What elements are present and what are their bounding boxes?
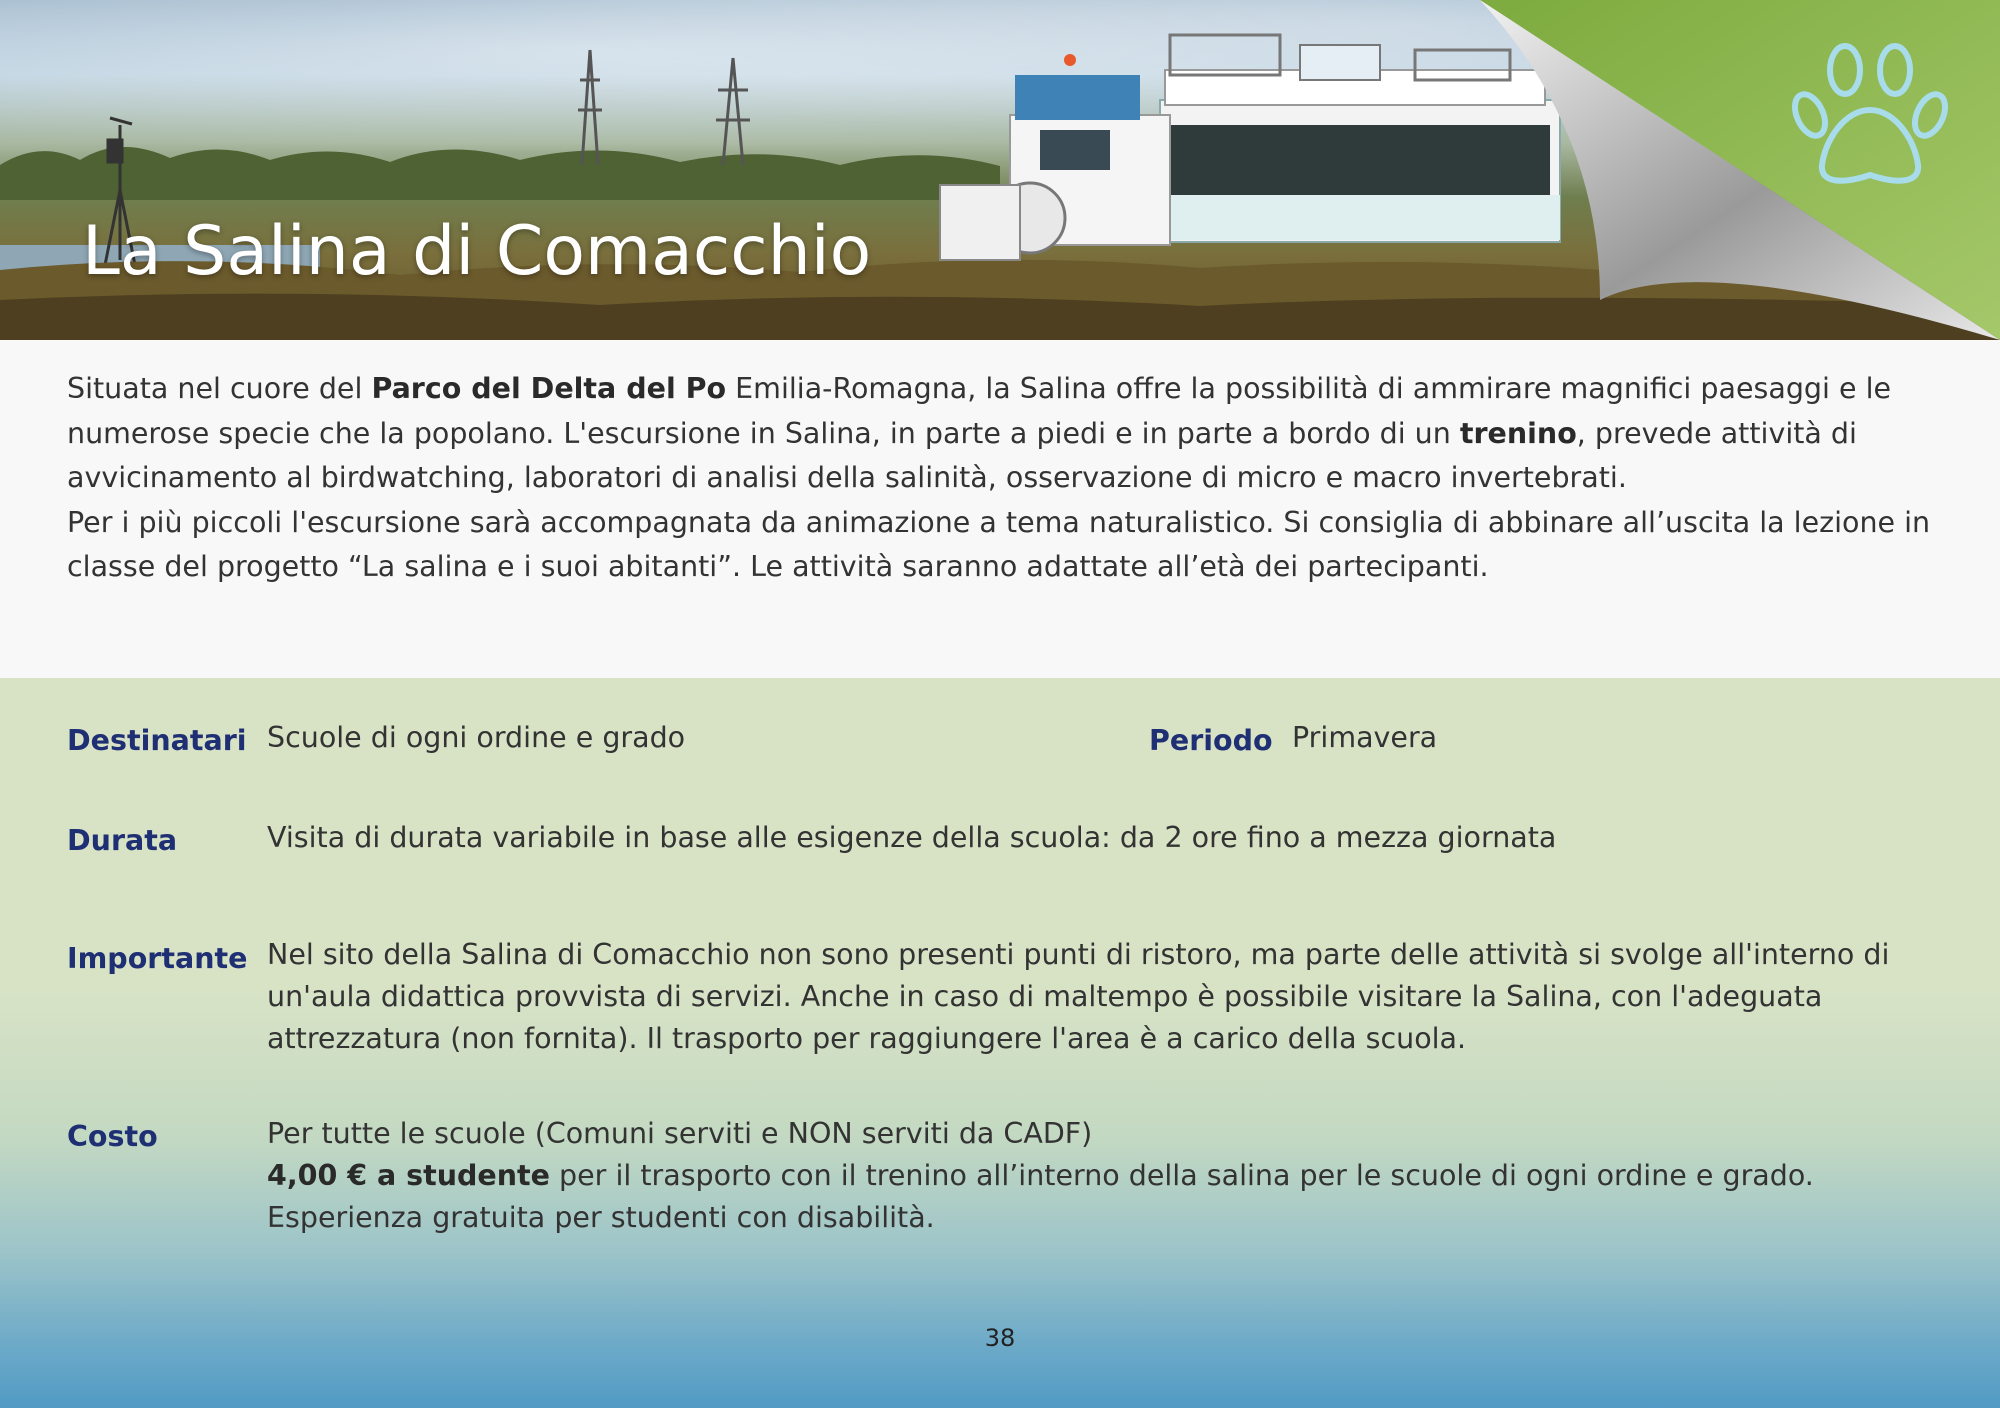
destinatari-value: Scuole di ogni ordine e grado (267, 721, 686, 754)
destinatari-label: Destinatari (67, 724, 247, 757)
intro-bold-trenino: trenino (1459, 416, 1577, 450)
trenino (940, 35, 1560, 260)
pylon-left (578, 50, 602, 165)
costo-label: Costo (67, 1120, 158, 1153)
intro-text-3: , prevede attività di avvicinamento al birdwatching, laboratori di analisi della salinità, osservazione di micro e macro invertebrati. (67, 416, 1857, 494)
tree-line (0, 147, 1000, 200)
intro-bold-park: Parco del Delta del Po (371, 372, 727, 405)
hero-banner (0, 0, 2000, 340)
durata-label: Durata (67, 824, 178, 857)
intro-text-4: Per i più piccoli l'escursione sarà accompagnata da animazione a tema naturalistico. Si consiglia di abbinare all’uscita la lezione in classe del progetto “La salina e i suoi abitanti”. Le attività saranno adattate all’età dei partecipanti. (67, 505, 1931, 583)
periodo-label: Periodo (1149, 724, 1273, 757)
intro-paragraph (67, 367, 1947, 590)
costo-line-2: per il trasporto con il trenino all’interno della salina per le scuole di ogni ordine e grado. (550, 1159, 1814, 1192)
paw-icon (1790, 40, 1950, 190)
info-section (0, 678, 2000, 1414)
costo-line-3: Esperienza gratuita per studenti con disabilità. (267, 1201, 935, 1234)
durata-value: Visita di durata variabile in base alle esigenze della scuola: da 2 ore fino a mezza giornata (267, 821, 1557, 854)
intro-text-2: Emilia-Romagna, la Salina offre la possibilità di ammirare magnifici paesaggi e le numerose specie che la popolano. L'escursione in Salina, in parte a piedi e in parte a bordo di un (67, 372, 1892, 450)
pylon-right (716, 58, 750, 165)
bottom-strip (0, 1408, 2000, 1414)
costo-line-1: Per tutte le scuole (Comuni serviti e NON serviti da CADF) (267, 1117, 1093, 1150)
importante-label: Importante (67, 942, 248, 975)
page-title: La Salina di Comacchio (82, 212, 872, 291)
costo-bold-price: 4,00 € a studente (267, 1159, 550, 1192)
importante-value: Nel sito della Salina di Comacchio non sono presenti punti di ristoro, ma parte delle attività si svolge all'interno di un'aula didattica provvista di servizi. Anche in caso di maltempo è possibile visitare la Salina, con l'adeguata attrezzatura (non fornita). Il trasporto per raggiungere l'area è a carico della scuola. (267, 938, 1890, 1055)
page-number: 38 (984, 1324, 1016, 1352)
intro-text-1: Situata nel cuore del (67, 372, 372, 405)
intro-section (0, 340, 2000, 678)
costo-value (267, 1113, 1967, 1239)
periodo-value: Primavera (1292, 721, 1438, 754)
reeds-dark (0, 294, 2000, 340)
